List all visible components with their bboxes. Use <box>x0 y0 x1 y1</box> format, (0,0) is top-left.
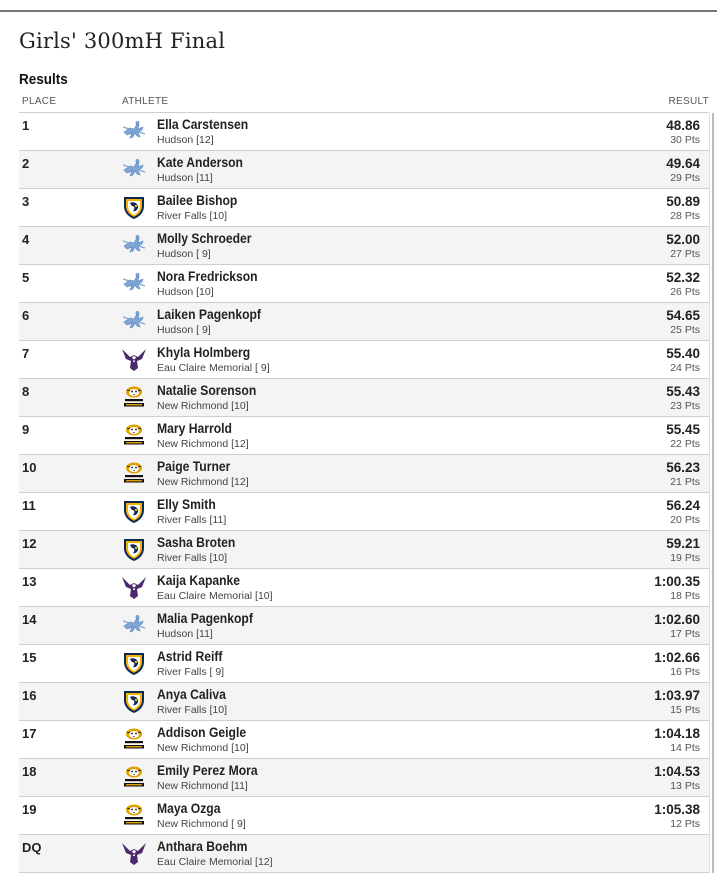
table-row[interactable] <box>19 835 709 873</box>
new-richmond-tiger-icon <box>121 802 147 828</box>
result-mark: 55.40 <box>666 346 700 361</box>
eau-claire-memorial-hawk-icon <box>121 840 147 866</box>
place-cell: 7 <box>22 346 30 361</box>
school-name: Hudson [ 9] <box>157 324 211 336</box>
new-richmond-tiger-icon <box>121 460 147 486</box>
table-row[interactable] <box>19 227 709 265</box>
school-name: River Falls [10] <box>157 210 228 222</box>
athlete-name-link[interactable]: Ella Carstensen <box>157 117 249 132</box>
school-name: River Falls [ 9] <box>157 666 225 678</box>
table-row[interactable] <box>19 569 709 607</box>
result-mark: 1:03.97 <box>654 688 700 703</box>
result-points: 23 Pts <box>670 400 700 412</box>
place-cell: 14 <box>22 612 37 627</box>
hudson-raider-icon <box>121 612 147 638</box>
result-mark: 56.24 <box>666 498 700 513</box>
athlete-name-link[interactable]: Kate Anderson <box>157 155 243 170</box>
place-cell: 4 <box>22 232 30 247</box>
river-falls-wildcat-icon <box>121 688 147 714</box>
result-points: 24 Pts <box>670 362 700 374</box>
athlete-name-link[interactable]: Astrid Reiff <box>157 649 223 664</box>
eau-claire-memorial-hawk-icon <box>121 574 147 600</box>
result-points: 15 Pts <box>670 704 700 716</box>
table-row[interactable] <box>19 493 709 531</box>
athlete-name-link[interactable]: Emily Perez Mora <box>157 763 258 778</box>
school-name: River Falls [10] <box>157 704 228 716</box>
athlete-name-link[interactable]: Nora Fredrickson <box>157 269 258 284</box>
result-mark: 54.65 <box>666 308 700 323</box>
athlete-name-link[interactable]: Molly Schroeder <box>157 231 252 246</box>
school-name: Eau Claire Memorial [ 9] <box>157 362 270 374</box>
place-cell: 5 <box>22 270 30 285</box>
athlete-name-link[interactable]: Elly Smith <box>157 497 216 512</box>
school-name: New Richmond [ 9] <box>157 818 246 830</box>
result-mark: 59.21 <box>666 536 700 551</box>
table-row[interactable] <box>19 303 709 341</box>
section-title: Results <box>19 71 68 88</box>
hudson-raider-icon <box>121 156 147 182</box>
school-name: New Richmond [10] <box>157 400 249 412</box>
table-row[interactable] <box>19 379 709 417</box>
school-name: New Richmond [10] <box>157 742 249 754</box>
result-mark: 50.89 <box>666 194 700 209</box>
place-cell: 19 <box>22 802 37 817</box>
place-cell: 13 <box>22 574 37 589</box>
place-cell: 18 <box>22 764 37 779</box>
new-richmond-tiger-icon <box>121 422 147 448</box>
new-richmond-tiger-icon <box>121 764 147 790</box>
hudson-raider-icon <box>121 118 147 144</box>
result-mark: 49.64 <box>666 156 700 171</box>
river-falls-wildcat-icon <box>121 650 147 676</box>
eau-claire-memorial-hawk-icon <box>121 346 147 372</box>
place-cell: DQ <box>22 840 42 855</box>
athlete-name-link[interactable]: Laiken Pagenkopf <box>157 307 261 322</box>
result-mark: 52.00 <box>666 232 700 247</box>
table-row[interactable] <box>19 455 709 493</box>
place-cell: 17 <box>22 726 37 741</box>
table-row[interactable] <box>19 645 709 683</box>
hudson-raider-icon <box>121 270 147 296</box>
result-mark: 55.43 <box>666 384 700 399</box>
place-cell: 9 <box>22 422 30 437</box>
place-cell: 1 <box>22 118 30 133</box>
table-row[interactable] <box>19 683 709 721</box>
header-result: RESULT <box>668 96 709 107</box>
result-points: 25 Pts <box>670 324 700 336</box>
result-points: 17 Pts <box>670 628 700 640</box>
header-athlete: ATHLETE <box>122 96 169 107</box>
result-points: 12 Pts <box>670 818 700 830</box>
place-cell: 12 <box>22 536 37 551</box>
place-cell: 3 <box>22 194 30 209</box>
result-mark: 1:02.60 <box>654 612 700 627</box>
school-name: New Richmond [11] <box>157 780 248 792</box>
result-mark: 1:04.53 <box>654 764 700 779</box>
place-cell: 10 <box>22 460 37 475</box>
header-place: PLACE <box>22 96 57 107</box>
result-points: 26 Pts <box>670 286 700 298</box>
table-row[interactable] <box>19 721 709 759</box>
result-points: 28 Pts <box>670 210 700 222</box>
table-row[interactable] <box>19 797 709 835</box>
page-title: Girls' 300mH Final <box>19 29 226 53</box>
table-row[interactable] <box>19 759 709 797</box>
table-header <box>19 94 709 113</box>
place-cell: 16 <box>22 688 37 703</box>
table-row[interactable] <box>19 341 709 379</box>
result-points: 18 Pts <box>670 590 700 602</box>
athlete-name-link[interactable]: Anya Caliva <box>157 687 226 702</box>
result-mark: 56.23 <box>666 460 700 475</box>
top-divider <box>0 10 717 12</box>
hudson-raider-icon <box>121 232 147 258</box>
place-cell: 15 <box>22 650 37 665</box>
result-points: 14 Pts <box>670 742 700 754</box>
athlete-name-link[interactable]: Addison Geigle <box>157 725 247 740</box>
result-points: 21 Pts <box>670 476 700 488</box>
athlete-name-link[interactable]: Paige Turner <box>157 459 231 474</box>
school-name: Hudson [11] <box>157 172 213 184</box>
result-mark: 48.86 <box>666 118 700 133</box>
table-row[interactable] <box>19 265 709 303</box>
hudson-raider-icon <box>121 308 147 334</box>
river-falls-wildcat-icon <box>121 536 147 562</box>
place-cell: 11 <box>22 498 36 513</box>
athlete-name-link[interactable]: Mary Harrold <box>157 421 232 436</box>
place-cell: 6 <box>22 308 30 323</box>
result-points: 20 Pts <box>670 514 700 526</box>
school-name: New Richmond [12] <box>157 476 249 488</box>
school-name: Hudson [11] <box>157 628 213 640</box>
result-points: 19 Pts <box>670 552 700 564</box>
place-cell: 2 <box>22 156 30 171</box>
place-cell: 8 <box>22 384 30 399</box>
result-mark: 52.32 <box>666 270 700 285</box>
scrollbar[interactable] <box>709 113 714 873</box>
athlete-name-link[interactable]: Maya Ozga <box>157 801 221 816</box>
table-row[interactable] <box>19 417 709 455</box>
river-falls-wildcat-icon <box>121 194 147 220</box>
school-name: Hudson [10] <box>157 286 214 298</box>
result-mark: 1:02.66 <box>654 650 700 665</box>
results-table <box>19 94 709 873</box>
result-mark: 1:05.38 <box>654 802 700 817</box>
school-name: River Falls [10] <box>157 552 228 564</box>
result-points: 29 Pts <box>670 172 700 184</box>
table-row[interactable] <box>19 151 709 189</box>
result-mark: 55.45 <box>666 422 700 437</box>
river-falls-wildcat-icon <box>121 498 147 524</box>
athlete-name-link[interactable]: Bailee Bishop <box>157 193 238 208</box>
table-row[interactable] <box>19 113 709 151</box>
result-points: 30 Pts <box>670 134 700 146</box>
result-mark: 1:00.35 <box>654 574 700 589</box>
athlete-name-link[interactable]: Natalie Sorenson <box>157 383 257 398</box>
result-points: 13 Pts <box>670 780 700 792</box>
results-rows <box>19 113 709 873</box>
result-points: 16 Pts <box>670 666 700 678</box>
result-points: 22 Pts <box>670 438 700 450</box>
school-name: Hudson [12] <box>157 134 214 146</box>
school-name: New Richmond [12] <box>157 438 249 450</box>
athlete-name-link[interactable]: Sasha Broten <box>157 535 236 550</box>
table-row[interactable] <box>19 189 709 227</box>
new-richmond-tiger-icon <box>121 726 147 752</box>
result-mark: 1:04.18 <box>654 726 700 741</box>
table-row[interactable] <box>19 607 709 645</box>
table-row[interactable] <box>19 531 709 569</box>
school-name: Hudson [ 9] <box>157 248 211 260</box>
school-name: Eau Claire Memorial [10] <box>157 590 273 602</box>
athlete-name-link[interactable]: Anthara Boehm <box>157 839 248 854</box>
athlete-name-link[interactable]: Khyla Holmberg <box>157 345 251 360</box>
result-points: 27 Pts <box>670 248 700 260</box>
school-name: River Falls [11] <box>157 514 227 526</box>
athlete-name-link[interactable]: Kaija Kapanke <box>157 573 241 588</box>
school-name: Eau Claire Memorial [12] <box>157 856 273 868</box>
athlete-name-link[interactable]: Malia Pagenkopf <box>157 611 253 626</box>
new-richmond-tiger-icon <box>121 384 147 410</box>
